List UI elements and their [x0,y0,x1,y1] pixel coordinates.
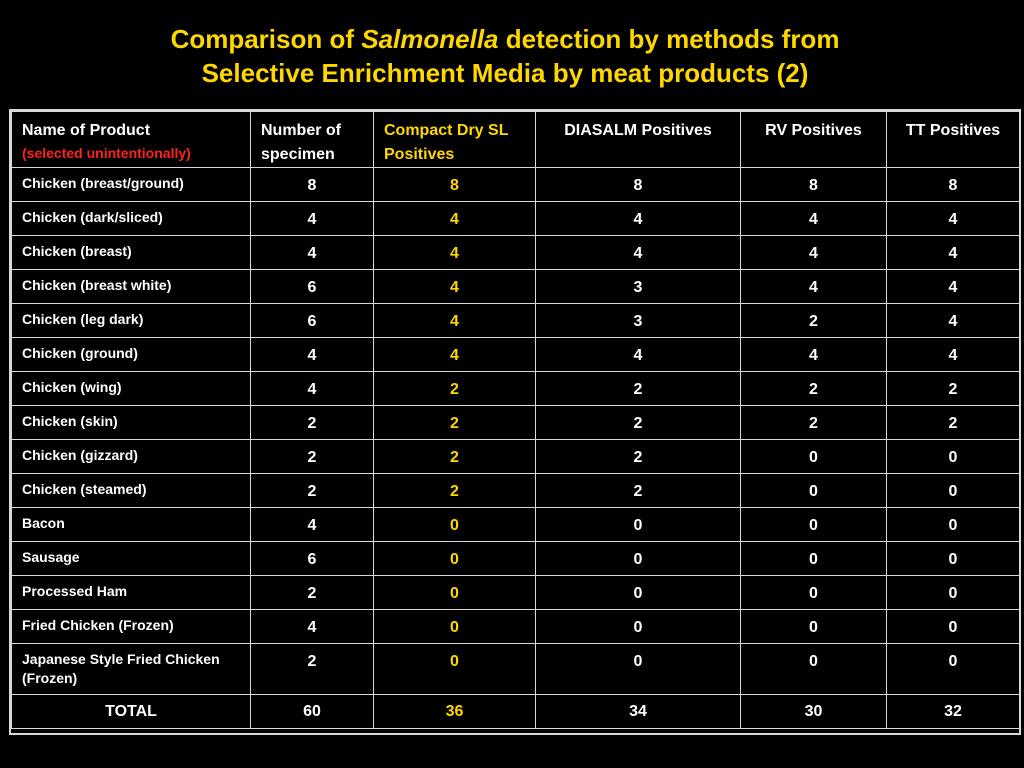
table-row [12,644,1020,695]
table-row [12,202,1020,236]
diasalm-cell: 0 [536,542,741,576]
table-row [12,168,1020,202]
total-rv: 30 [741,695,887,729]
diasalm-cell: 2 [536,406,741,440]
compact-dry-cell: 8 [374,168,536,202]
table-row [12,610,1020,644]
specimen-cell: 8 [251,168,374,202]
tt-cell: 4 [887,236,1020,270]
table-row [12,508,1020,542]
table-row [12,236,1020,270]
diasalm-cell: 4 [536,236,741,270]
tt-cell: 0 [887,644,1020,695]
product-name-cell: Fried Chicken (Frozen) [12,610,251,644]
rv-cell: 4 [741,202,887,236]
specimen-cell: 2 [251,406,374,440]
table-row [12,304,1020,338]
specimen-cell: 4 [251,610,374,644]
tt-cell: 4 [887,338,1020,372]
rv-cell: 4 [741,270,887,304]
tt-cell: 4 [887,270,1020,304]
table-row [12,440,1020,474]
specimen-cell: 4 [251,236,374,270]
diasalm-cell: 4 [536,202,741,236]
total-label: TOTAL [12,695,251,729]
results-table [11,111,1020,729]
rv-cell: 2 [741,304,887,338]
compact-dry-cell: 0 [374,644,536,695]
rv-cell: 0 [741,610,887,644]
title-line-1 [0,22,1010,56]
specimen-cell: 2 [251,644,374,695]
header-name-label: Name of Product [22,122,151,139]
specimen-cell: 4 [251,372,374,406]
product-name-cell: Chicken (breast white) [12,270,251,304]
specimen-cell: 4 [251,338,374,372]
tt-cell: 0 [887,440,1020,474]
title-line-2: Selective Enrichment Media by meat products (2) [201,58,809,88]
table-row [12,406,1020,440]
product-name-cell: Processed Ham [12,576,251,610]
product-name-cell: Chicken (leg dark) [12,304,251,338]
tt-cell: 0 [887,576,1020,610]
table-row [12,542,1020,576]
tt-cell: 0 [887,474,1020,508]
product-name-cell: Chicken (breast) [12,236,251,270]
compact-dry-cell: 0 [374,508,536,542]
compact-dry-cell: 0 [374,610,536,644]
compact-dry-cell: 4 [374,338,536,372]
specimen-cell: 6 [251,542,374,576]
table-row [12,576,1020,610]
rv-cell: 0 [741,508,887,542]
product-name-cell: Sausage [12,542,251,576]
diasalm-cell: 3 [536,304,741,338]
tt-cell: 2 [887,406,1020,440]
header-compact-dry: Compact Dry SL Positives [374,112,536,168]
compact-dry-cell: 4 [374,304,536,338]
diasalm-cell: 0 [536,644,741,695]
compact-dry-cell: 0 [374,542,536,576]
diasalm-cell: 4 [536,338,741,372]
header-tt: TT Positives [887,112,1020,168]
table-row [12,372,1020,406]
product-name-cell: Chicken (breast/ground) [12,168,251,202]
compact-dry-cell: 2 [374,440,536,474]
rv-cell: 4 [741,338,887,372]
product-name-cell: Chicken (steamed) [12,474,251,508]
compact-dry-cell: 2 [374,372,536,406]
rv-cell: 2 [741,406,887,440]
total-row [12,695,1020,729]
diasalm-cell: 2 [536,474,741,508]
title-suffix: detection by methods from [498,24,840,54]
table-body [12,168,1020,695]
rv-cell: 0 [741,474,887,508]
specimen-cell: 4 [251,202,374,236]
diasalm-cell: 0 [536,576,741,610]
compact-dry-cell: 2 [374,406,536,440]
total-compact-dry: 36 [374,695,536,729]
tt-cell: 4 [887,202,1020,236]
rv-cell: 0 [741,440,887,474]
diasalm-cell: 2 [536,372,741,406]
tt-cell: 2 [887,372,1020,406]
compact-dry-cell: 4 [374,236,536,270]
compact-dry-cell: 4 [374,202,536,236]
total-specimen: 60 [251,695,374,729]
tt-cell: 0 [887,508,1020,542]
specimen-cell: 6 [251,304,374,338]
specimen-cell: 2 [251,474,374,508]
tt-cell: 0 [887,542,1020,576]
rv-cell: 0 [741,644,887,695]
specimen-cell: 2 [251,576,374,610]
table-row [12,474,1020,508]
total-diasalm: 34 [536,695,741,729]
header-name-note: (selected unintentionally) [22,145,191,161]
tt-cell: 4 [887,304,1020,338]
diasalm-cell: 3 [536,270,741,304]
rv-cell: 8 [741,168,887,202]
tt-cell: 8 [887,168,1020,202]
product-name-cell: Bacon [12,508,251,542]
table-row [12,270,1020,304]
product-name-cell: Chicken (ground) [12,338,251,372]
slide-title [0,22,1010,90]
product-name-cell: Chicken (skin) [12,406,251,440]
rv-cell: 0 [741,576,887,610]
compact-dry-cell: 0 [374,576,536,610]
product-name-cell: Japanese Style Fried Chicken (Frozen) [12,644,251,695]
header-name-of-product [12,112,251,168]
compact-dry-cell: 2 [374,474,536,508]
product-name-cell: Chicken (dark/sliced) [12,202,251,236]
diasalm-cell: 0 [536,610,741,644]
rv-cell: 2 [741,372,887,406]
rv-cell: 0 [741,542,887,576]
compact-dry-cell: 4 [374,270,536,304]
tt-cell: 0 [887,610,1020,644]
specimen-cell: 4 [251,508,374,542]
diasalm-cell: 0 [536,508,741,542]
header-rv: RV Positives [741,112,887,168]
specimen-cell: 2 [251,440,374,474]
product-name-cell: Chicken (wing) [12,372,251,406]
title-italic-organism: Salmonella [361,24,499,54]
title-prefix: Comparison of [170,24,362,54]
diasalm-cell: 8 [536,168,741,202]
specimen-cell: 6 [251,270,374,304]
header-number-of-specimen: Number of specimen [251,112,374,168]
table-header-row [12,112,1020,168]
diasalm-cell: 2 [536,440,741,474]
rv-cell: 4 [741,236,887,270]
table-row [12,338,1020,372]
header-diasalm: DIASALM Positives [536,112,741,168]
total-tt: 32 [887,695,1020,729]
product-name-cell: Chicken (gizzard) [12,440,251,474]
